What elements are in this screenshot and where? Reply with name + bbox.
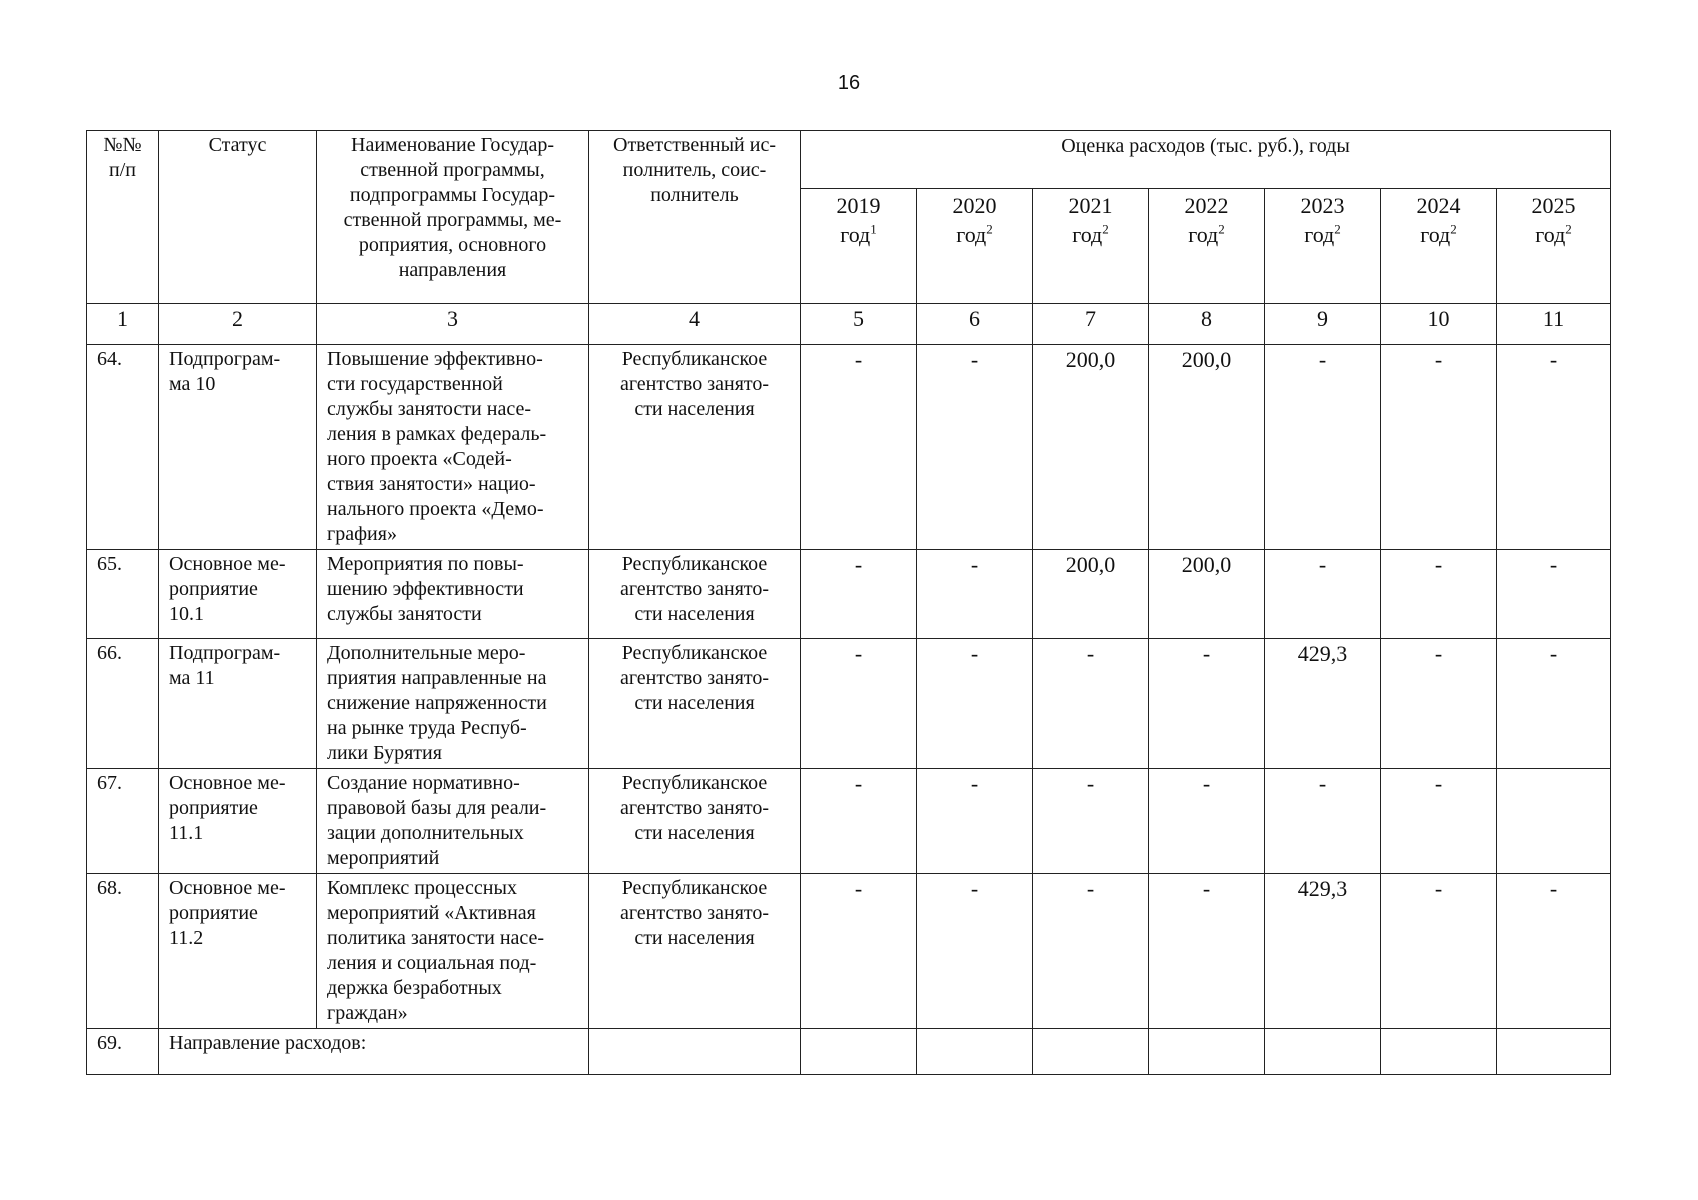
header-status: Статус — [159, 131, 317, 304]
row-value: - — [917, 769, 1033, 874]
header-row — [87, 131, 1611, 189]
empty-cell — [1497, 1029, 1611, 1075]
header-name: Наименование Государ- ственной программы, подпрограммы Государ- ственной программы, ме- роприятия, основного направления — [317, 131, 589, 304]
table-row — [87, 550, 1611, 639]
header-year — [917, 189, 1033, 304]
year-value: 2020 — [952, 193, 997, 218]
year-value: 2023 — [1300, 193, 1345, 218]
footnote-mark: 2 — [1102, 221, 1109, 237]
header-expenses: Оценка расходов (тыс. руб.), годы — [801, 131, 1611, 189]
row-value: - — [1149, 769, 1265, 874]
row-value — [1497, 769, 1611, 874]
row-value: - — [1265, 550, 1381, 639]
row-value: - — [1381, 874, 1497, 1029]
year-value: 2019 — [836, 193, 881, 218]
row-status: Основное ме- роприятие 11.2 — [159, 874, 317, 1029]
year-suffix: год — [1072, 222, 1103, 247]
column-number: 11 — [1497, 304, 1611, 345]
row-status: Основное ме- роприятие 10.1 — [159, 550, 317, 639]
header-executor: Ответственный ис- полнитель, соис- полнитель — [589, 131, 801, 304]
row-value: - — [1497, 550, 1611, 639]
row-name: Создание нормативно- правовой базы для реали- зации дополнительных мероприятий — [317, 769, 589, 874]
row-value: 200,0 — [1033, 550, 1149, 639]
column-numbers-row — [87, 304, 1611, 345]
row-number: 68. — [87, 874, 159, 1029]
page-number: 16 — [837, 72, 861, 94]
row-value: - — [1381, 769, 1497, 874]
row-number: 66. — [87, 639, 159, 769]
row-executor: Республиканское агентство занято- сти населения — [589, 639, 801, 769]
row-value: - — [801, 769, 917, 874]
footnote-mark: 1 — [870, 221, 877, 237]
row-value: 429,3 — [1265, 639, 1381, 769]
empty-cell — [1033, 1029, 1149, 1075]
row-executor: Республиканское агентство занято- сти населения — [589, 345, 801, 550]
year-suffix: год — [1535, 222, 1566, 247]
table-row — [87, 639, 1611, 769]
row-value: - — [1381, 345, 1497, 550]
row-value: - — [1033, 639, 1149, 769]
row-value: 200,0 — [1033, 345, 1149, 550]
header-year — [1149, 189, 1265, 304]
row-status: Основное ме- роприятие 11.1 — [159, 769, 317, 874]
column-number: 3 — [317, 304, 589, 345]
column-number: 5 — [801, 304, 917, 345]
column-number: 8 — [1149, 304, 1265, 345]
table-row — [87, 874, 1611, 1029]
header-year — [1265, 189, 1381, 304]
empty-cell — [589, 1029, 801, 1075]
footnote-mark: 2 — [986, 221, 993, 237]
column-number: 9 — [1265, 304, 1381, 345]
footnote-mark: 2 — [1450, 221, 1457, 237]
column-number: 6 — [917, 304, 1033, 345]
row-value: 200,0 — [1149, 550, 1265, 639]
empty-cell — [1381, 1029, 1497, 1075]
row-value: - — [917, 345, 1033, 550]
header-year — [1497, 189, 1611, 304]
row-name: Повышение эффективно- сти государственной службы занятости насе- ления в рамках федераль- ного проекта «Содей- ствия занятости» нацио- нального проекта «Демо- графия» — [317, 345, 589, 550]
row-value: - — [1033, 874, 1149, 1029]
row-number: 64. — [87, 345, 159, 550]
row-value: - — [1265, 345, 1381, 550]
row-value: - — [1381, 550, 1497, 639]
row-name: Комплекс процессных мероприятий «Активная политика занятости насе- ления и социальная под- держка безработных граждан» — [317, 874, 589, 1029]
row-value: - — [1497, 639, 1611, 769]
footnote-mark: 2 — [1218, 221, 1225, 237]
year-suffix: год — [1188, 222, 1219, 247]
row-value: - — [1497, 345, 1611, 550]
row-name: Мероприятия по повы- шению эффективности службы занятости — [317, 550, 589, 639]
empty-cell — [917, 1029, 1033, 1075]
column-number: 2 — [159, 304, 317, 345]
row-number: 65. — [87, 550, 159, 639]
row-label: Направление расходов: — [159, 1029, 589, 1075]
expenses-table — [86, 130, 1611, 1075]
column-number: 10 — [1381, 304, 1497, 345]
year-suffix: год — [956, 222, 987, 247]
row-value: - — [801, 550, 917, 639]
row-executor: Республиканское агентство занято- сти населения — [589, 874, 801, 1029]
row-value: - — [1149, 874, 1265, 1029]
row-value: - — [1381, 639, 1497, 769]
row-value: - — [917, 550, 1033, 639]
row-number: 67. — [87, 769, 159, 874]
row-value: - — [1033, 769, 1149, 874]
row-status: Подпрограм- ма 11 — [159, 639, 317, 769]
row-value: - — [801, 639, 917, 769]
row-value: - — [917, 639, 1033, 769]
row-number: 69. — [87, 1029, 159, 1075]
row-executor: Республиканское агентство занято- сти населения — [589, 550, 801, 639]
empty-cell — [801, 1029, 917, 1075]
year-value: 2025 — [1531, 193, 1576, 218]
footnote-mark: 2 — [1565, 221, 1572, 237]
empty-cell — [1265, 1029, 1381, 1075]
row-status: Подпрограм- ма 10 — [159, 345, 317, 550]
row-value: 429,3 — [1265, 874, 1381, 1029]
row-value: 200,0 — [1149, 345, 1265, 550]
row-value: - — [1497, 874, 1611, 1029]
header-year — [801, 189, 917, 304]
empty-cell — [1149, 1029, 1265, 1075]
row-executor: Республиканское агентство занято- сти населения — [589, 769, 801, 874]
column-number: 4 — [589, 304, 801, 345]
row-value: - — [801, 874, 917, 1029]
year-suffix: год — [840, 222, 871, 247]
column-number: 7 — [1033, 304, 1149, 345]
header-year — [1033, 189, 1149, 304]
year-value: 2021 — [1068, 193, 1113, 218]
footnote-mark: 2 — [1334, 221, 1341, 237]
row-value: - — [917, 874, 1033, 1029]
row-value: - — [801, 345, 917, 550]
year-suffix: год — [1304, 222, 1335, 247]
table-row-last — [87, 1029, 1611, 1075]
header-year — [1381, 189, 1497, 304]
header-num: №№ п/п — [87, 131, 159, 304]
row-value: - — [1265, 769, 1381, 874]
year-value: 2024 — [1416, 193, 1461, 218]
table-row — [87, 769, 1611, 874]
table-row — [87, 345, 1611, 550]
year-suffix: год — [1420, 222, 1451, 247]
column-number: 1 — [87, 304, 159, 345]
row-name: Дополнительные меро- приятия направленные на снижение напряженности на рынке труда Респуб- лики Бурятия — [317, 639, 589, 769]
year-value: 2022 — [1184, 193, 1229, 218]
row-value: - — [1149, 639, 1265, 769]
